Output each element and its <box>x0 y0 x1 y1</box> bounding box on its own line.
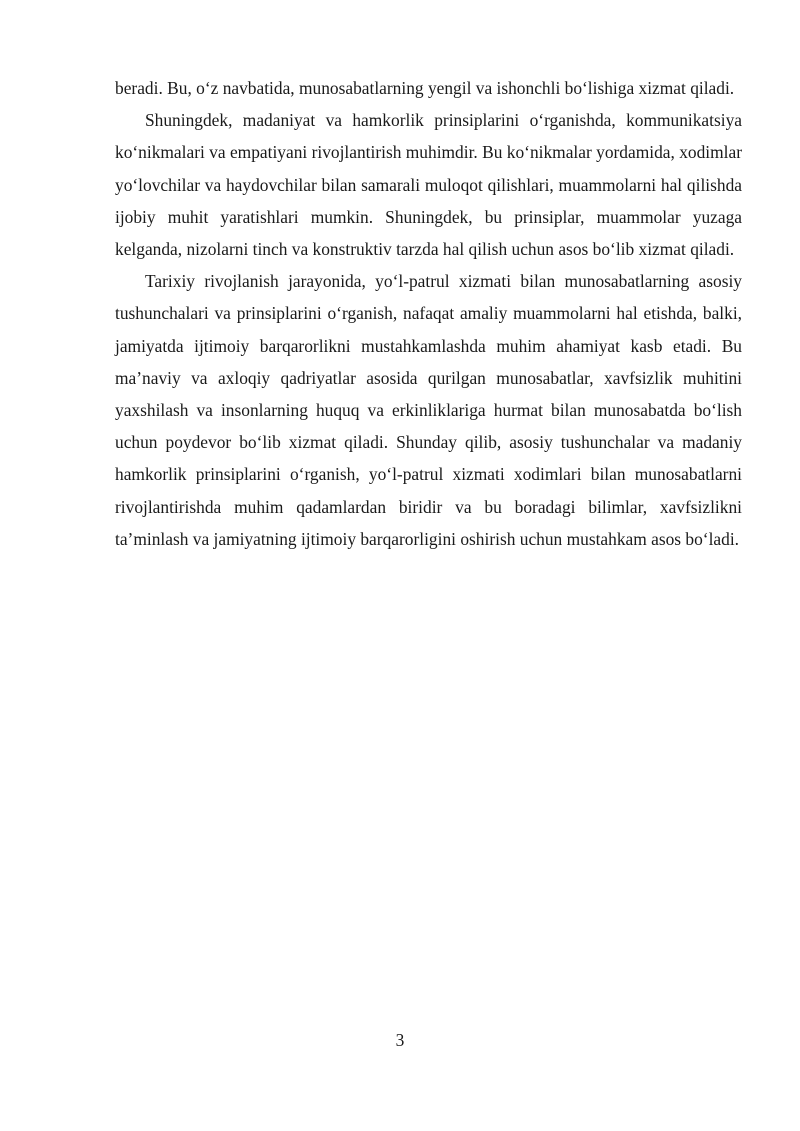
body-text <box>115 72 742 555</box>
page-number: 3 <box>395 1030 405 1050</box>
paragraph-communication-skills: Shuningdek, madaniyat va hamkorlik prinsiplarini o‘rganishda, kommunikatsiya ko‘nikmalari va empatiyani rivojlantirish muhimdir. Bu ko‘nikmalar yordamida, xodimlar yo‘lovchilar va haydovchilar bilan samarali muloqot qilishlari, muammolarni hal qilishda ijobiy muhit yaratishlari mumkin. Shuningdek, bu prinsiplar, muammolar yuzaga kelganda, nizolarni tinch va konstruktiv tarzda hal qilish uchun asos bo‘lib xizmat qiladi. <box>115 110 742 260</box>
paragraph-continuation: beradi. Bu, o‘z navbatida, munosabatlarning yengil va ishonchli bo‘lishiga xizmat qiladi. <box>115 78 735 98</box>
paragraph-historical-development: Tarixiy rivojlanish jarayonida, yo‘l-patrul xizmati bilan munosabatlarning asosiy tushunchalari va prinsiplarini o‘rganish, nafaqat amaliy muammolarni hal etishda, balki, jamiyatda ijtimoiy barqarorlikni mustahkamlashda muhim ahamiyat kasb etadi. Bu ma’naviy va axloqiy qadriyatlar asosida qurilgan munosabatlar, xavfsizlik muhitini yaxshilash va insonlarning huquq va erkinliklariga hurmat bilan munosabatda bo‘lish uchun poydevor bo‘lib xizmat qiladi. Shunday qilib, asosiy tushunchalar va madaniy hamkorlik prinsiplarini o‘rganish, yo‘l-patrul xizmati xodimlari bilan munosabatlarni rivojlantirishda muhim qadamlardan biridir va bu boradagi bilimlar, xavfsizlikni ta’minlash va jamiyatning ijtimoiy barqarorligini oshirish uchun mustahkam asos bo‘ladi. <box>115 271 742 549</box>
